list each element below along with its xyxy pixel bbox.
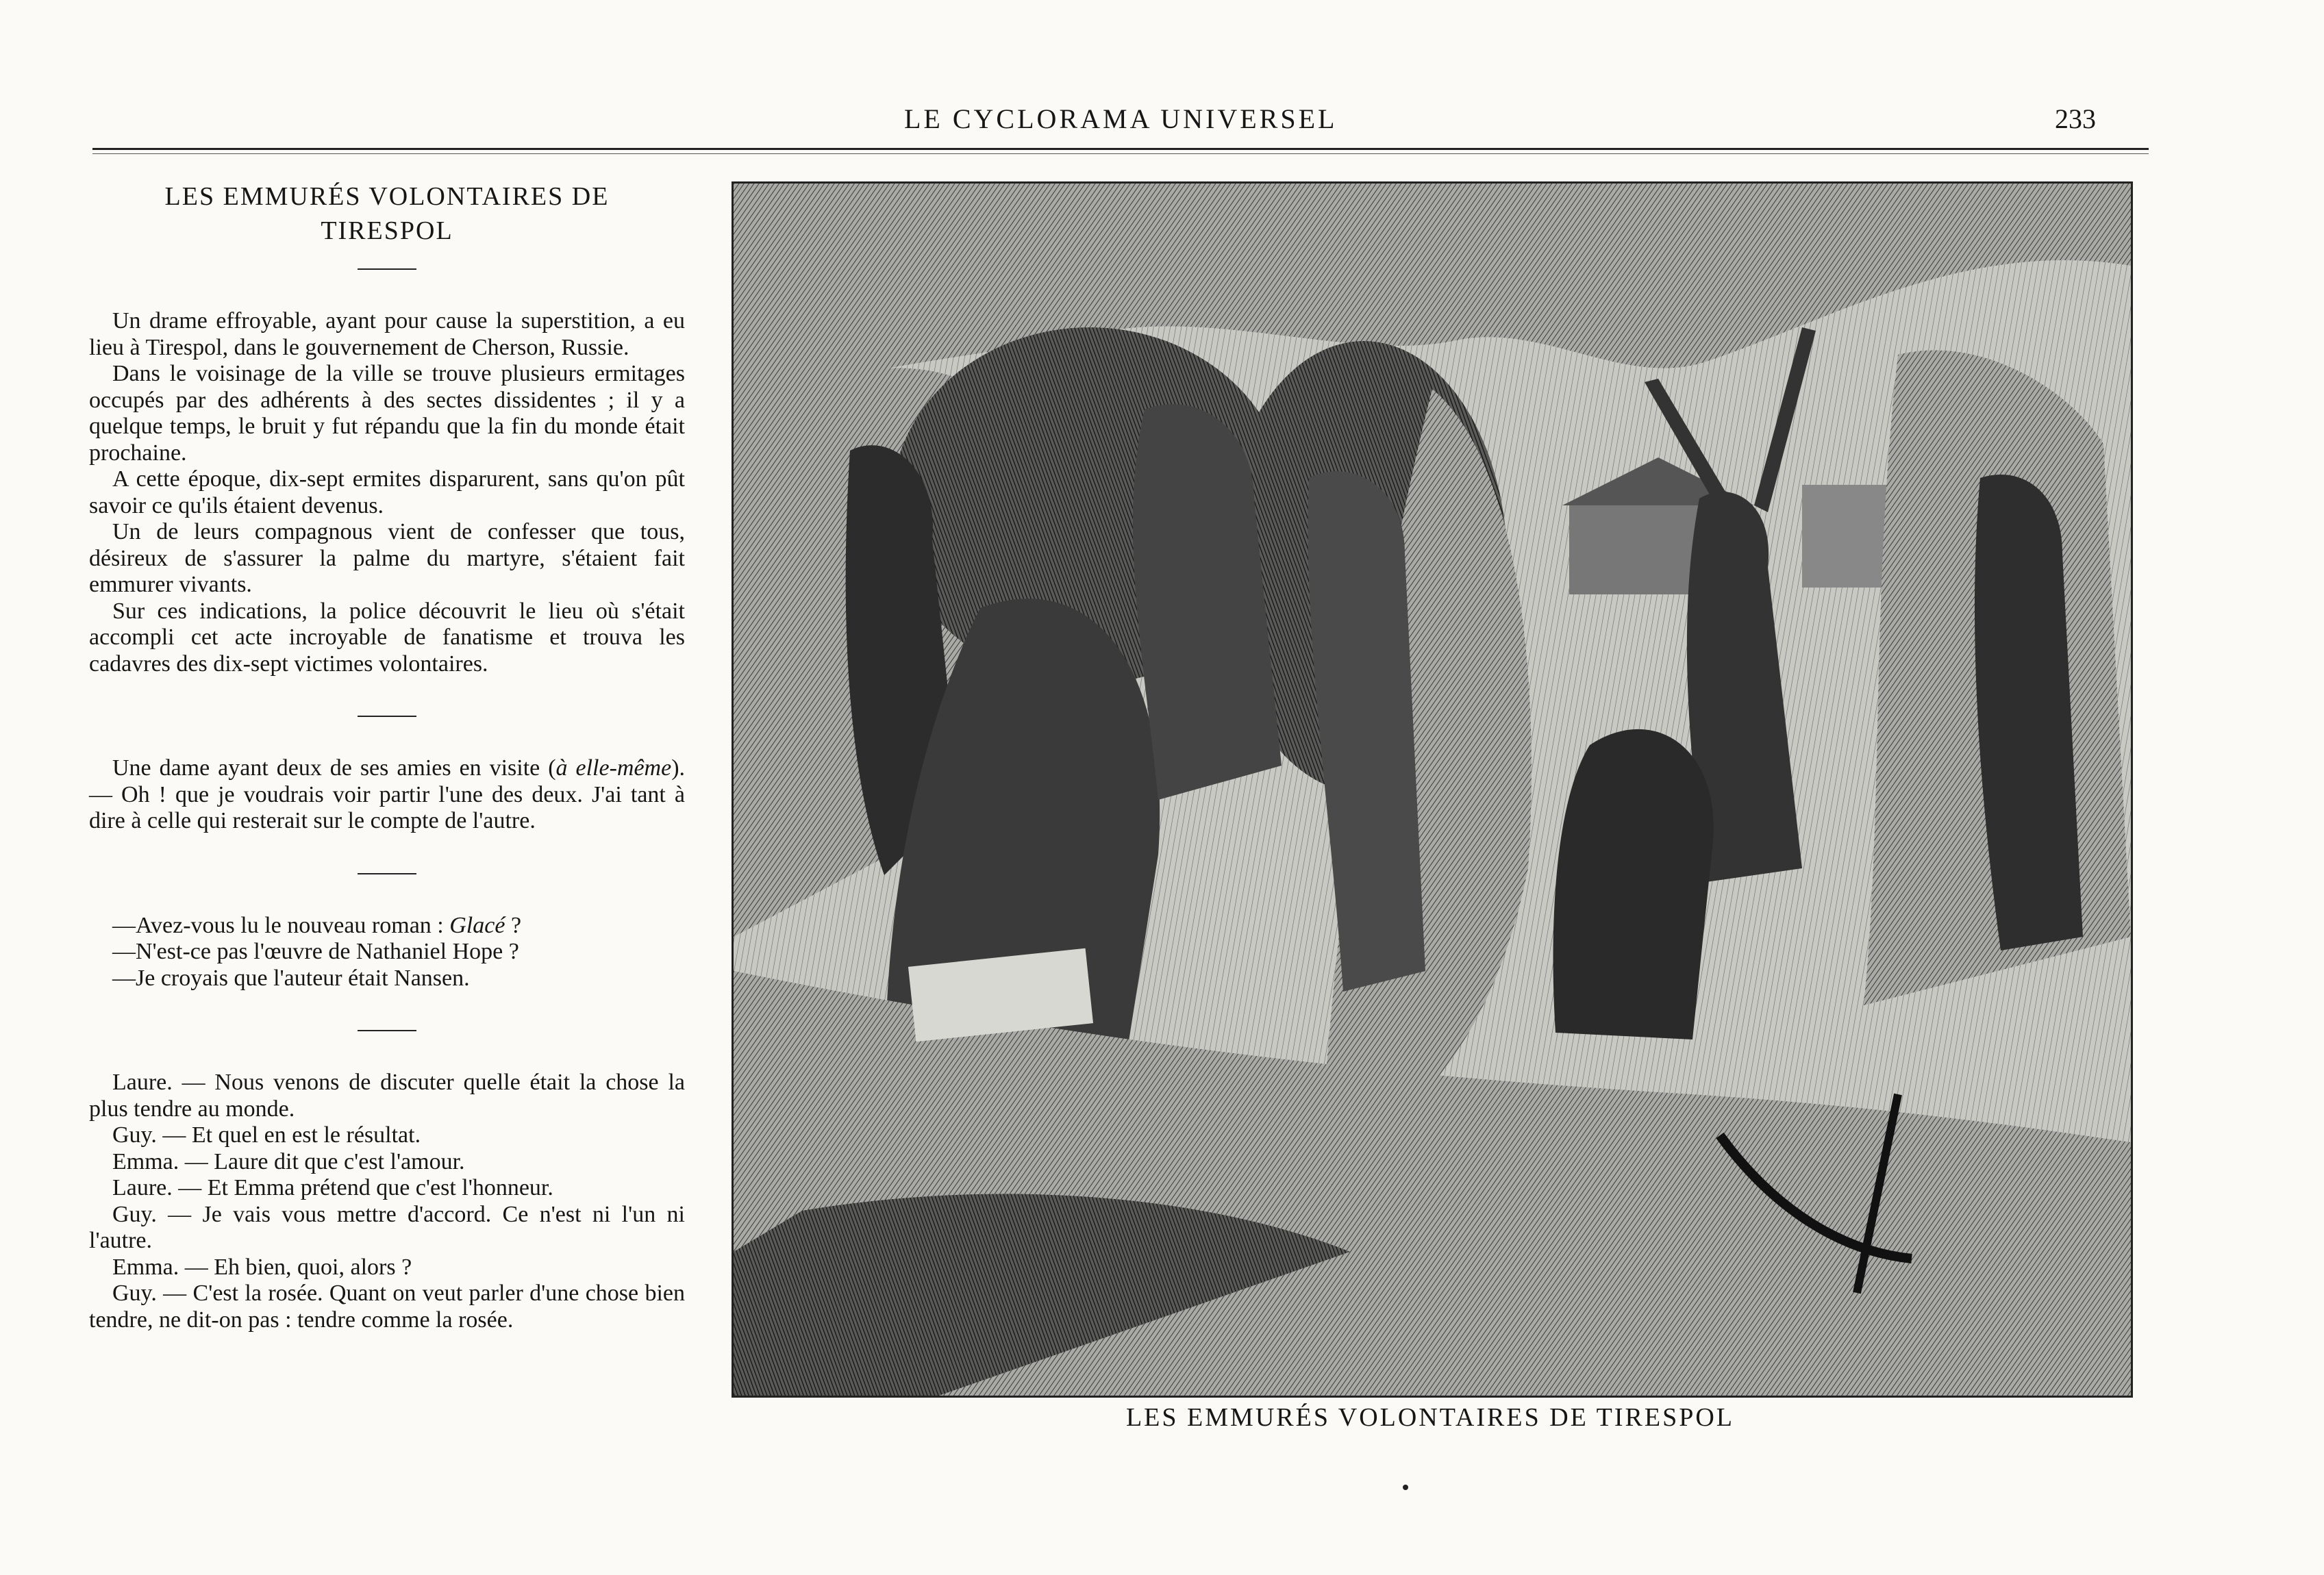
section-separator [358,873,416,874]
anecdote-visit [89,755,685,835]
dialogue-line: Emma. — Laure dit que c'est l'amour. [112,1148,465,1174]
dialogue-line: —Je croyais que l'auteur était Nansen. [112,965,470,991]
engraving-drawing [734,184,2131,1396]
running-head [0,103,2324,137]
illustration-caption: LES EMMURÉS VOLONTAIRES DE TIRESPOL [1125,1403,1735,1432]
text-column [89,179,685,1333]
anecdote-tender [89,1070,685,1333]
paragraph: A cette époque, dix-sept ermites disparurent, sans qu'on pût savoir ce qu'ils étaient devenus. [89,466,685,518]
paragraph: Sur ces indications, la police découvrit le lieu où s'était accompli cet acte incroyable de fanatisme et trouva les cadavres des dix-sept victimes volontaires. [89,598,685,677]
article-body [89,308,685,677]
dialogue-line: Guy. — C'est la rosée. Quant on veut parler d'une chose bien tendre, ne dit-on pas : tendre comme la rosée. [89,1281,685,1333]
header-rule-thin [92,153,2149,154]
stage-direction: à elle-même [555,755,672,781]
novel-title: Glacé [449,912,505,938]
anecdote-text-before: Une dame ayant deux de ses amies en visite ( [112,755,556,781]
paragraph: Dans le voisinage de la ville se trouve plusieurs ermitages occupés par des adhérents à des sectes dissidentes ; il y a quelque temps, le bruit y fut répandu que la fin du monde était prochaine. [89,361,685,466]
page-number: 233 [2055,103,2096,134]
anecdote-novel [89,913,685,992]
article-title-line2: TIRESPOL [321,216,453,245]
printer-dot [1403,1485,1408,1490]
dialogue-prefix: —Avez-vous lu le nouveau roman : [112,912,450,938]
section-separator [358,268,416,270]
section-separator [358,1030,416,1031]
journal-title: LE CYCLORAMA UNIVERSEL [904,103,1338,134]
dialogue-line: Laure. — Et Emma prétend que c'est l'honneur. [112,1175,553,1200]
dialogue-line: Laure. — Nous venons de discuter quelle était la chose la plus tendre au monde. [89,1070,685,1122]
dialogue-line: Guy. — Je vais vous mettre d'accord. Ce n'est ni l'un ni l'autre. [89,1201,685,1253]
paragraph: Un de leurs compagnous vient de confesser que tous, désireux de s'assurer la palme du martyre, s'étaient fait emmurer vivants. [89,519,685,597]
anecdote-visit-text [89,755,685,835]
dialogue-suffix: ? [505,912,522,938]
header-rule [92,148,2149,150]
engraving-illustration [732,181,2133,1398]
paragraph: Un drame effroyable, ayant pour cause la superstition, a eu lieu à Tirespol, dans le gouvernement de Cherson, Russie. [89,308,685,360]
article-title [89,179,685,248]
anecdote-text-after: ). — Oh ! que je voudrais voir partir l'une des deux. J'ai tant à dire à celle qui resterait sur le compte de l'autre. [89,755,686,833]
article-title-line1: LES EMMURÉS VOLONTAIRES DE [164,182,610,211]
dialogue-line: Guy. — Et quel en est le résultat. [112,1122,421,1148]
dialogue-line: Emma. — Eh bien, quoi, alors ? [112,1254,412,1280]
dialogue-line [89,913,685,940]
section-separator [358,716,416,717]
dialogue-line: —N'est-ce pas l'œuvre de Nathaniel Hope ? [112,939,519,964]
